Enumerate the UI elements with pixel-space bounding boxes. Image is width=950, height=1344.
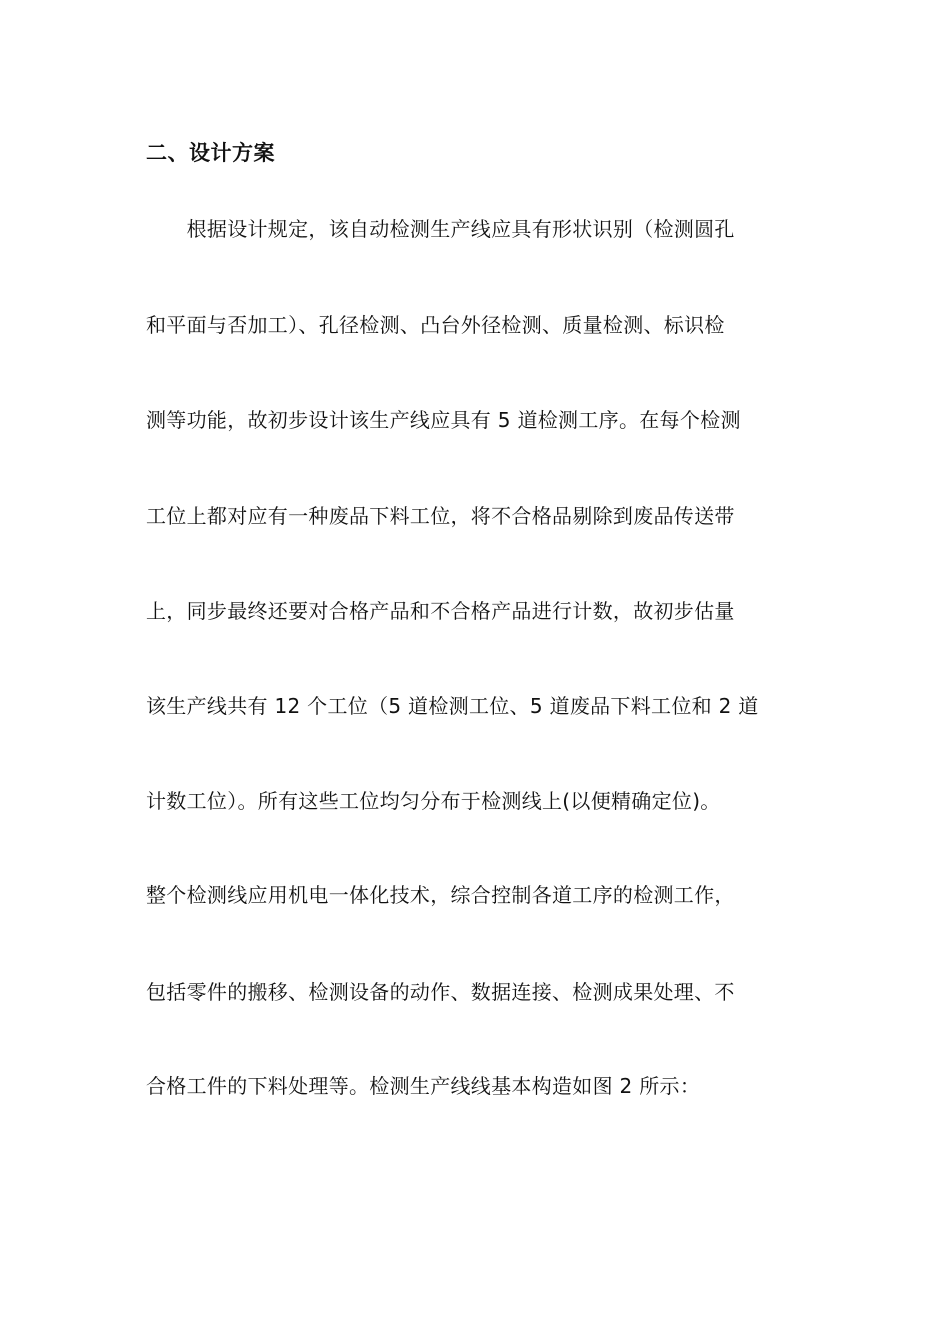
paragraph-line-5: 上，同步最终还要对合格产品和不合格产品进行计数，故初步估量 — [146, 599, 735, 623]
section-heading: 二、设计方案 — [146, 141, 275, 165]
paragraph-line-10: 合格工件的下料处理等。检测生产线线基本构造如图 2 所示： — [146, 1074, 701, 1098]
paragraph-line-2: 和平面与否加工）、孔径检测、凸台外径检测、质量检测、标识检 — [146, 313, 725, 337]
paragraph-line-8: 整个检测线应用机电一体化技术，综合控制各道工序的检测工作， — [146, 883, 735, 907]
paragraph-line-1: 根据设计规定，该自动检测生产线应具有形状识别（检测圆孔 — [146, 217, 735, 241]
paragraph-line-9: 包括零件的搬移、检测设备的动作、数据连接、检测成果处理、不 — [146, 980, 735, 1004]
paragraph-line-3: 测等功能，故初步设计该生产线应具有 5 道检测工序。在每个检测 — [146, 408, 741, 432]
paragraph-line-7: 计数工位）。所有这些工位均匀分布于检测线上(以便精确定位)。 — [146, 789, 721, 813]
paragraph-line-6: 该生产线共有 12 个工位（5 道检测工位、5 道废品下料工位和 2 道 — [146, 694, 759, 718]
paragraph-line-4: 工位上都对应有一种废品下料工位，将不合格品剔除到废品传送带 — [146, 504, 735, 528]
